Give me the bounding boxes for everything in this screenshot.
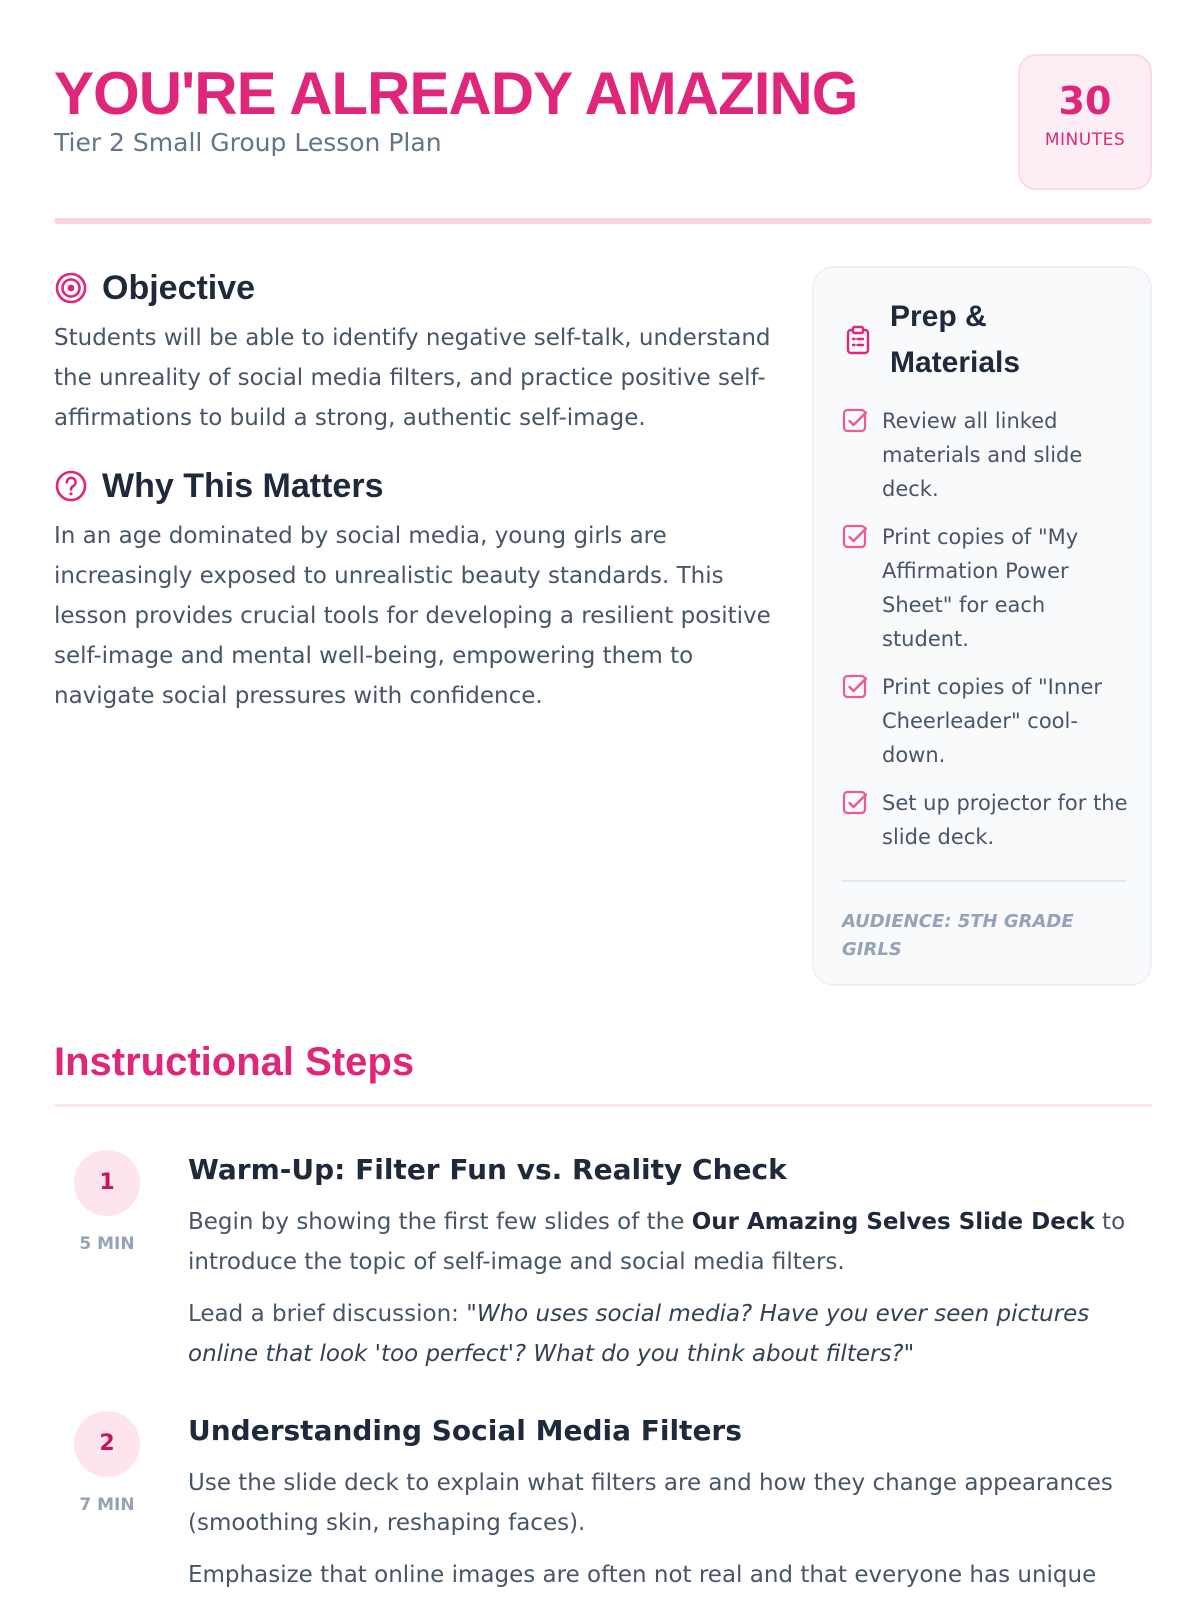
step-paragraph: Use the slide deck to explain what filters are and how they change appearances (smoothing skin, reshaping faces). <box>188 1470 1113 1536</box>
discussion-quote: "Who uses social media? Have you ever seen pictures online that look 'too perfect'? What do you think about filters?" <box>188 1301 1090 1367</box>
why-header <box>54 464 784 508</box>
prep-item-text: Review all linked materials and slide deck. <box>882 409 1083 501</box>
audience-label: AUDIENCE: 5TH GRADE GIRLS <box>842 911 1074 960</box>
step-text: Lead a brief discussion: <box>188 1301 467 1327</box>
prep-item-text: Print copies of "Inner Cheerleader" cool-down. <box>882 675 1103 767</box>
target-icon <box>54 271 88 305</box>
prep-materials-card <box>812 266 1152 986</box>
lesson-header <box>54 52 1152 222</box>
why-heading: Why This Matters <box>102 466 384 505</box>
page-subtitle: Tier 2 Small Group Lesson Plan <box>54 128 442 157</box>
step-number-badge: 2 <box>74 1411 140 1477</box>
prep-header <box>842 294 1060 386</box>
prep-item-text: Print copies of "My Affirmation Power Sheet" for each student. <box>882 525 1079 651</box>
step-content <box>188 1411 1152 1595</box>
prep-heading: Prep & Materials <box>890 300 1021 379</box>
prep-divider <box>842 880 1126 882</box>
slide-deck-reference: Our Amazing Selves Slide Deck <box>691 1209 1095 1235</box>
checkbox-checked-icon <box>842 674 868 700</box>
duration-badge <box>1018 54 1152 190</box>
step-paragraph <box>188 1202 1152 1282</box>
prep-checklist <box>842 404 1132 868</box>
objective-text: Students will be able to identify negative self-talk, understand the unreality of social media filters, and practice positive self-affirmations to build a strong, authentic self-image. <box>54 325 771 431</box>
objective-heading: Objective <box>102 268 256 307</box>
step-number-badge: 1 <box>74 1150 140 1216</box>
prep-item <box>842 786 1132 854</box>
steps-divider <box>54 1104 1152 1107</box>
duration-unit: MINUTES <box>1044 130 1126 150</box>
header-divider <box>54 218 1152 224</box>
step-paragraph <box>188 1294 1152 1374</box>
clipboard-icon <box>842 324 874 356</box>
step-title: Understanding Social Media Filters <box>188 1414 742 1447</box>
step-duration: 5 MIN <box>79 1234 135 1254</box>
question-circle-icon <box>54 469 88 503</box>
prep-item <box>842 670 1132 772</box>
objective-header <box>54 266 784 310</box>
step-content <box>188 1150 1152 1374</box>
step-text: to introduce the topic of self-image and social media filters. <box>188 1209 1126 1275</box>
step-title: Warm-Up: Filter Fun vs. Reality Check <box>188 1153 787 1186</box>
lesson-overview <box>54 266 784 716</box>
step-paragraph: Emphasize that online images are often not real and that everyone has unique <box>188 1562 1097 1588</box>
page-title: YOU'RE ALREADY AMAZING <box>54 60 858 127</box>
why-text: In an age dominated by social media, young girls are increasingly exposed to unrealistic beauty standards. This lesson provides crucial tools for developing a resilient positive self-image and mental well-being, empowering them to navigate social pressures with confidence. <box>54 523 771 709</box>
duration-value: 30 <box>1058 79 1112 123</box>
steps-heading: Instructional Steps <box>54 1040 415 1084</box>
prep-item <box>842 404 1132 506</box>
prep-item-text: Set up projector for the slide deck. <box>882 791 1128 849</box>
checkbox-checked-icon <box>842 408 868 434</box>
checkbox-checked-icon <box>842 524 868 550</box>
step-text: Begin by showing the first few slides of the <box>188 1209 692 1235</box>
step-duration: 7 MIN <box>79 1495 135 1515</box>
prep-item <box>842 520 1132 656</box>
checkbox-checked-icon <box>842 790 868 816</box>
